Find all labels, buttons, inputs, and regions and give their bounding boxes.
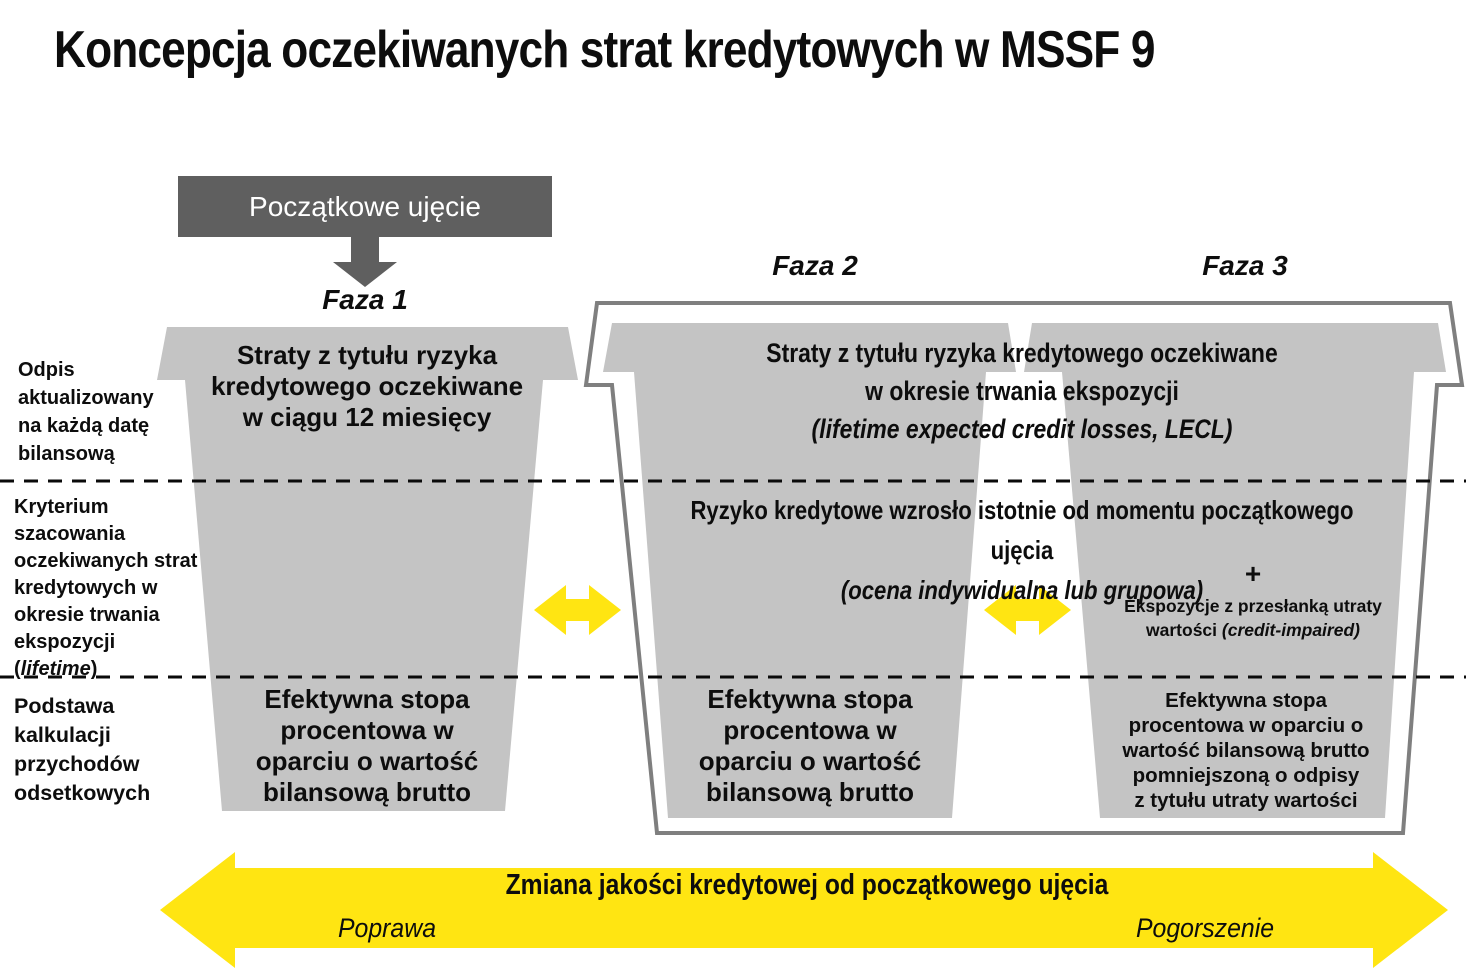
phase1-top-text [167,340,567,433]
initial-recognition-box [178,176,552,237]
paren: ( [14,658,21,680]
row-label-line: aktualizowany [18,387,154,409]
credit-impaired-term: (credit-impaired) [1221,620,1360,640]
text-line: w okresie trwania ekspozycji [865,376,1179,406]
row-label-line-lifetime [14,656,199,683]
text-fragment: wartości [1146,620,1222,640]
row-label-line: szacowania [14,523,126,545]
text-line: procentowa w [280,715,454,745]
text-line: bilansową brutto [263,777,471,807]
row-label-line: kredytowych w [14,577,158,599]
down-arrow-icon [333,237,397,287]
text-line: Efektywna stopa [707,684,913,714]
row-label-criterion [14,494,199,683]
row-label-line: okresie trwania [14,604,160,626]
row-label-line: oczekiwanych strat [14,550,198,572]
text-line: Ryzyko kredytowe wzrosło istotnie od momentu początkowego ujęcia [690,495,1354,565]
text-line-lecl: (lifetime expected credit losses, LECL) [811,414,1233,444]
phase2-label: Faza 2 [772,250,858,281]
text-line: Ekspozycje z przesłanką utraty [1124,596,1382,616]
row-label-line: Odpis [18,359,75,381]
text-line-impaired [1098,618,1408,642]
phase2-3-top-text [657,334,1388,448]
double-arrow-icon-phase1-2 [534,585,621,635]
phase2-3-criterion-text [657,490,1388,610]
row-label-interest-base [14,692,199,808]
phase3-label: Faza 3 [1202,250,1288,281]
text-line: oparciu o wartość [698,746,922,776]
credit-quality-change-title: Zmiana jakości kredytowej od początkowego ujęcia [505,869,1109,901]
page-title: Koncepcja oczekiwanych strat kredytowych w MSSF 9 [54,21,1155,79]
text-line: procentowa w oparciu o [1128,714,1364,737]
phase3-impaired-text [1098,594,1408,642]
lifetime-word: lifetime [20,658,91,680]
improvement-label: Poprawa [337,913,437,943]
row-label-line: bilansową [18,443,115,465]
text-line: procentowa w [723,715,897,745]
text-line: bilansową brutto [706,777,914,807]
row-label-line: przychodów [14,752,140,776]
paren: ) [90,658,98,680]
row-label-line: na każdą datę [18,415,150,437]
text-line: Straty z tytułu ryzyka [236,340,498,370]
text-line: Straty z tytułu ryzyka kredytowego oczekiwane [766,338,1278,368]
deterioration-label: Pogorszenie [1135,913,1275,943]
phase1-bottom-text [192,684,542,808]
phase3-bottom-text [1096,688,1396,813]
text-line: wartość bilansową brutto [1122,739,1370,762]
row-label-line: Podstawa [14,694,115,718]
text-line: pomniejszoną o odpisy [1132,764,1360,787]
phase1-label: Faza 1 [322,284,408,315]
text-line-assessment: (ocena indywidualna lub grupowa) [840,575,1204,605]
row-label-line: kalkulacji [14,723,111,747]
text-line: z tytułu utraty wartości [1134,789,1358,812]
initial-recognition-label: Początkowe ujęcie [249,190,481,222]
text-line: oparciu o wartość [255,746,479,776]
row-label-line: ekspozycji [14,631,116,653]
text-line: w ciągu 12 miesięcy [242,402,492,432]
text-line: Efektywna stopa [264,684,470,714]
text-line: Efektywna stopa [1165,689,1327,712]
row-label-line: odsetkowych [14,781,151,805]
phase2-bottom-text [635,684,985,808]
text-line: kredytowego oczekiwane [210,371,524,401]
phase3-plus-sign: + [1244,558,1262,589]
row-label-line: Kryterium [14,496,109,518]
